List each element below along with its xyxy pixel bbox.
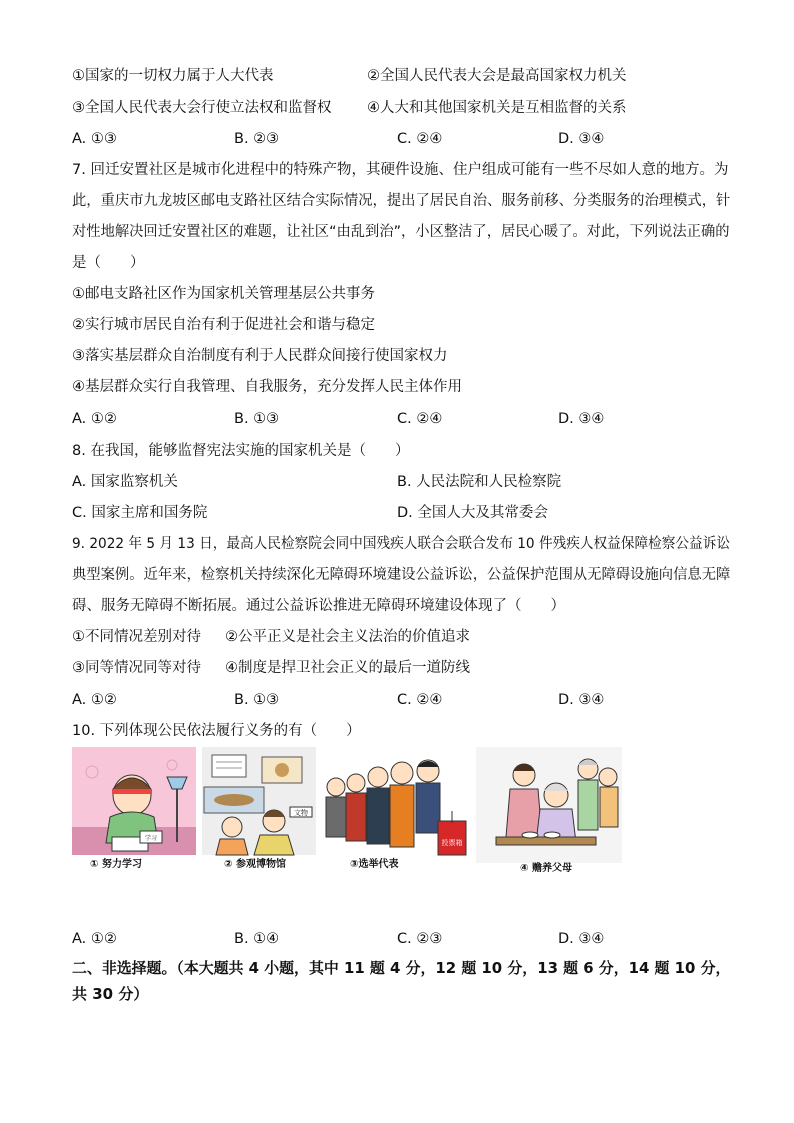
picture-book-label: 学习 — [144, 835, 158, 842]
caption-3: ③选举代表 — [350, 859, 399, 870]
q6-option-c: C. ②④ — [397, 131, 443, 147]
q9-stem-line-3: 碍、服务无障碍不断拓展。通过公益诉讼推进无障碍环境建设体现了（ ） — [72, 598, 565, 614]
q6-statement-3: ③全国人民代表大会行使立法权和监督权 — [72, 100, 332, 116]
q7-stem-line-3: 对性地解决回迁安置社区的难题，让社区“由乱到治”，小区整洁了，居民心暖了。对此，下列说法正确的 — [72, 224, 730, 240]
q9-option-c: C. ②④ — [397, 692, 443, 708]
picture-voting — [320, 747, 470, 877]
q9-statement-4: ④制度是捍卫社会正义的最后一道防线 — [225, 660, 470, 676]
caption-4: ④ 赡养父母 — [520, 863, 572, 874]
q7-option-a: A. ①② — [72, 411, 117, 427]
q9-statement-3: ③同等情况同等对待 — [72, 660, 201, 676]
caption-1: ① 努力学习 — [90, 859, 142, 870]
q7-stem-line-1: 7. 回迁安置社区是城市化进程中的特殊产物，其硬件设施、住户组成可能有一些不尽如人意的地方。为 — [72, 162, 729, 178]
q6-option-a: A. ①③ — [72, 131, 117, 147]
q7-option-d: D. ③④ — [558, 411, 605, 427]
picture-supporting-parents — [476, 747, 622, 877]
q9-option-d: D. ③④ — [558, 692, 605, 708]
picture-relic-label: 文物 — [294, 809, 308, 817]
q7-stem-line-4: 是（ ） — [72, 255, 145, 271]
q7-statement-1: ①邮电支路社区作为国家机关管理基层公共事务 — [72, 286, 375, 302]
q7-option-b: B. ①③ — [234, 411, 280, 427]
q7-stem-line-2: 此，重庆市九龙坡区邮电支路社区结合实际情况，提出了居民自治、服务前移、分类服务的治理模式，针 — [72, 193, 731, 209]
q7-option-c: C. ②④ — [397, 411, 443, 427]
q9-stem-line-2: 典型案例。近年来，检察机关持续深化无障碍环境建设公益诉讼，公益保护范围从无障碍设施向信息无障 — [72, 567, 731, 583]
q9-stem-line-1: 9. 2022 年 5 月 13 日，最高人民检察院会同中国残疾人联合会联合发布 10 件残疾人权益保障检察公益诉讼 — [72, 536, 730, 552]
q7-statement-4: ④基层群众实行自我管理、自我服务，充分发挥人民主体作用 — [72, 379, 462, 395]
q8-option-a: A. 国家监察机关 — [72, 474, 178, 490]
q9-statement-1: ①不同情况差别对待 — [72, 629, 201, 645]
caption-2: ② 参观博物馆 — [224, 859, 286, 870]
q8-option-b: B. 人民法院和人民检察院 — [397, 474, 562, 490]
q10-option-c: C. ②③ — [397, 931, 443, 947]
q6-option-d: D. ③④ — [558, 131, 605, 147]
q9-option-a: A. ①② — [72, 692, 117, 708]
q7-statement-2: ②实行城市居民自治有利于促进社会和谐与稳定 — [72, 317, 375, 333]
q8-option-c: C. 国家主席和国务院 — [72, 505, 208, 521]
picture-ballot-box-label: 投票箱 — [441, 839, 463, 847]
q9-statement-2: ②公平正义是社会主义法治的价值追求 — [225, 629, 470, 645]
q10-stem: 10. 下列体现公民依法履行义务的有（ ） — [72, 723, 361, 739]
q6-statement-1: ①国家的一切权力属于人大代表 — [72, 68, 274, 84]
picture-studying — [72, 747, 196, 877]
q10-option-a: A. ①② — [72, 931, 117, 947]
q7-statement-3: ③落实基层群众自治制度有利于人民群众间接行使国家权力 — [72, 348, 448, 364]
section-2-heading-line-2: 共 30 分） — [72, 985, 149, 1003]
q6-statement-4: ④人大和其他国家机关是互相监督的关系 — [367, 100, 627, 116]
q8-option-d: D. 全国人大及其常委会 — [397, 505, 548, 521]
q6-option-b: B. ②③ — [234, 131, 280, 147]
section-2-heading-line-1: 二、非选择题。（本大题共 4 小题，其中 11 题 4 分，12 题 10 分，13 题 6 分，14 题 10 分， — [72, 959, 731, 977]
q10-option-d: D. ③④ — [558, 931, 605, 947]
q6-statement-2: ②全国人民代表大会是最高国家权力机关 — [367, 68, 627, 84]
picture-museum — [202, 747, 316, 877]
q8-stem: 8. 在我国，能够监督宪法实施的国家机关是（ ） — [72, 443, 410, 459]
q10-option-b: B. ①④ — [234, 931, 280, 947]
q9-option-b: B. ①③ — [234, 692, 280, 708]
